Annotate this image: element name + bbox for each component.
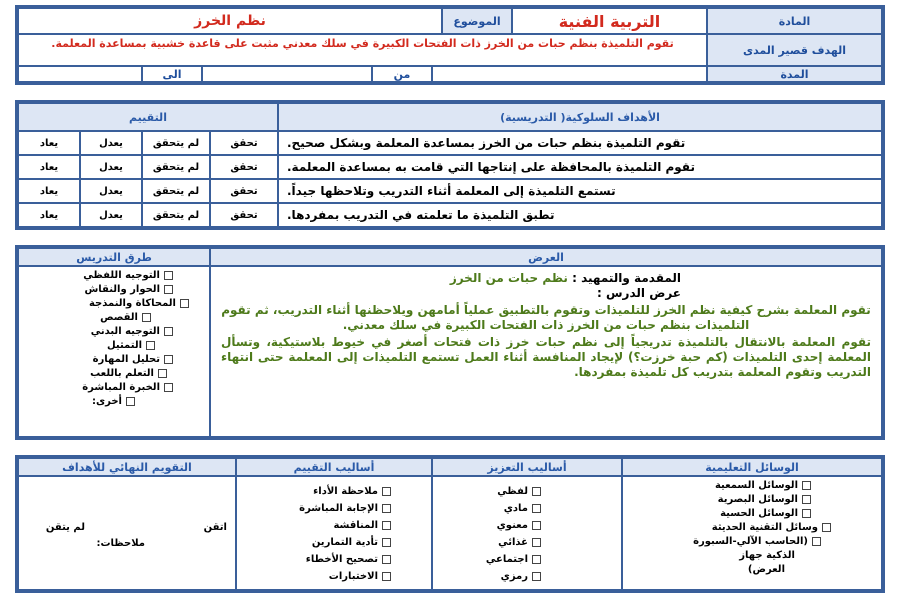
checkbox-icon[interactable] (180, 299, 189, 308)
methods-list (18, 266, 210, 437)
objective-text: تطبق التلميذة ما تعلمته في التدريب بمفردها. (278, 203, 882, 227)
checkbox-icon[interactable] (382, 538, 391, 547)
lesson-label: عرض الدرس : (597, 286, 681, 300)
checkbox-icon[interactable] (532, 487, 541, 496)
repeat-option[interactable]: يعاد (18, 203, 80, 227)
evaluation-title: التقييم (18, 103, 278, 131)
resources-box (15, 455, 885, 593)
method-item[interactable]: الخبرة المباشرة (25, 381, 203, 395)
reinforcement-item[interactable]: غذائي (439, 534, 615, 551)
checkbox-icon[interactable] (532, 504, 541, 513)
checkbox-icon[interactable] (532, 521, 541, 530)
checkbox-icon[interactable] (802, 509, 811, 518)
subject-label: المادة (707, 8, 882, 34)
objectives-title: الأهداف السلوكية( التدريسية) (278, 103, 882, 131)
goal-value: تقوم التلميذة بنظم حبات من الخرز ذات الفتحات الكبيرة في سلك معدني مثبت على قاعدة خشبية بمساعدة المعلمة. (18, 34, 707, 66)
assessment-item[interactable]: ملاحظة الأداء (243, 483, 425, 500)
modify-option[interactable]: يعدل (80, 155, 142, 179)
method-item[interactable]: التوجيه اللفظي (25, 269, 203, 283)
method-item[interactable]: أخرى: (25, 395, 203, 409)
methods-title: طرق التدريس (18, 248, 210, 266)
method-item[interactable]: التعلم باللعب (25, 367, 203, 381)
checkbox-icon[interactable] (382, 504, 391, 513)
checkbox-icon[interactable] (142, 313, 151, 322)
assessment-item[interactable]: تصحيح الأخطاء (243, 551, 425, 568)
method-item[interactable]: الحوار والنقاش (25, 283, 203, 297)
checkbox-icon[interactable] (532, 538, 541, 547)
objectives-box (15, 100, 885, 230)
from-label: من (372, 66, 432, 82)
method-item[interactable]: التوجيه البدني (25, 325, 203, 339)
method-item[interactable]: القصص (25, 311, 203, 325)
topic-label: الموضوع (442, 8, 512, 34)
checkbox-icon[interactable] (146, 341, 155, 350)
blank-cell (18, 66, 142, 82)
intro-value: نظم حبات من الخرز (449, 271, 568, 285)
not-achieved-option[interactable]: لم يتحقق (142, 203, 210, 227)
modify-option[interactable]: يعدل (80, 179, 142, 203)
reinforcement-item[interactable]: رمزي (439, 568, 615, 585)
repeat-option[interactable]: يعاد (18, 179, 80, 203)
header-box (15, 5, 885, 85)
assessment-item[interactable]: تأدية التمارين (243, 534, 425, 551)
reinforcement-title: أساليب التعزيز (432, 458, 622, 476)
aid-item[interactable]: الوسائل البصرية (629, 493, 875, 507)
objective-text: تقوم التلميذة بنظم حبات من الخرز بمساعدة المعلمة وبشكل صحيح. (278, 131, 882, 155)
aid-item[interactable]: وسائل التقنية الحديثة (629, 521, 875, 535)
checkbox-icon[interactable] (822, 523, 831, 532)
checkbox-icon[interactable] (382, 487, 391, 496)
reinforcement-list (432, 476, 622, 590)
method-item[interactable]: التمثيل (25, 339, 203, 353)
objective-row (18, 179, 882, 203)
achieved-option[interactable]: تحقق (210, 179, 278, 203)
to-label: الى (142, 66, 202, 82)
checkbox-icon[interactable] (164, 327, 173, 336)
reinforcement-item[interactable]: اجتماعي (439, 551, 615, 568)
reinforcement-item[interactable]: مادي (439, 500, 615, 517)
presentation-title: العرض (210, 248, 882, 266)
lesson-paragraph-1: تقوم المعلمة بشرح كيفية نظم الخرز للتلميذات وتقوم بالتطبيق عملياً أمامهن ويلاحظنها أثناء التدريب، ثم تقوم التلميذات بنظم حبات من الخرز ذات الفتحات الكبيرة في سلك معدني. (221, 303, 871, 332)
goal-label: الهدف قصير المدى (707, 34, 882, 66)
checkbox-icon[interactable] (802, 495, 811, 504)
objective-row (18, 155, 882, 179)
not-mastered-option[interactable]: لم يتقن (45, 522, 85, 533)
aid-item[interactable]: الوسائل الحسية (629, 507, 875, 521)
aids-title: الوسائل التعليمية (622, 458, 882, 476)
aid-item-continued: الذكية جهاز (739, 550, 795, 561)
assessment-title: أساليب التقييم (236, 458, 432, 476)
final-title: التقويم النهائي للأهداف (18, 458, 236, 476)
not-achieved-option[interactable]: لم يتحقق (142, 131, 210, 155)
method-item[interactable]: تحليل المهارة (25, 353, 203, 367)
mastered-option[interactable]: اتقن (203, 522, 227, 533)
modify-option[interactable]: يعدل (80, 131, 142, 155)
modify-option[interactable]: يعدل (80, 203, 142, 227)
reinforcement-item[interactable]: معنوي (439, 517, 615, 534)
checkbox-icon[interactable] (164, 355, 173, 364)
checkbox-icon[interactable] (382, 521, 391, 530)
to-value (202, 66, 372, 82)
checkbox-icon[interactable] (382, 555, 391, 564)
reinforcement-item[interactable]: لفظي (439, 483, 615, 500)
from-value (432, 66, 707, 82)
aids-list (622, 476, 882, 590)
topic-value: نظم الخرز (18, 8, 442, 34)
objective-row (18, 131, 882, 155)
method-item[interactable]: المحاكاة والنمذجة (25, 297, 203, 311)
checkbox-icon[interactable] (812, 537, 821, 546)
notes-label: ملاحظات: (96, 538, 145, 549)
checkbox-icon[interactable] (158, 369, 167, 378)
presentation-content (210, 266, 882, 437)
repeat-option[interactable]: يعاد (18, 131, 80, 155)
assessment-list (236, 476, 432, 590)
objective-text: تستمع التلميذة إلى المعلمة أثناء التدريب وتلاحظها جيداً. (278, 179, 882, 203)
checkbox-icon[interactable] (164, 285, 173, 294)
lesson-paragraph-2: تقوم المعلمة بالانتقال بالتلميذة تدريجياً إلى نظم حبات خرز ذات فتحات أصغر في خيوط بلاستيكية، وتسأل المعلمة إحدى التلميذات (كم حبة خرزت؟) لإيجاد المنافسة أثناء العمل تستمع التلميذات إلى المعلمة حتى انتهاء التدريب وتقوم المعلمة بتدريب كل تلميذة بمفردها. (221, 335, 871, 379)
final-evaluation (18, 476, 236, 590)
checkbox-icon[interactable] (802, 481, 811, 490)
checkbox-icon[interactable] (126, 397, 135, 406)
assessment-item[interactable]: الاختبارات (243, 568, 425, 585)
not-achieved-option[interactable]: لم يتحقق (142, 155, 210, 179)
checkbox-icon[interactable] (532, 572, 541, 581)
lesson-box (15, 245, 885, 440)
achieved-option[interactable]: تحقق (210, 131, 278, 155)
assessment-item[interactable]: المناقشة (243, 517, 425, 534)
aid-item[interactable]: (الحاسب الآلي-السبورة (629, 535, 875, 549)
duration-label: المدة (707, 66, 882, 82)
checkbox-icon[interactable] (382, 572, 391, 581)
checkbox-icon[interactable] (532, 555, 541, 564)
achieved-option[interactable]: تحقق (210, 203, 278, 227)
repeat-option[interactable]: يعاد (18, 155, 80, 179)
objective-text: تقوم التلميذة بالمحافظة على إنتاجها التي قامت به بمساعدة المعلمة. (278, 155, 882, 179)
intro-label: المقدمة والتمهيد : (572, 271, 681, 285)
aid-item[interactable]: الوسائل السمعية (629, 479, 875, 493)
assessment-item[interactable]: الإجابة المباشرة (243, 500, 425, 517)
subject-value: التربية الفنية (512, 8, 707, 34)
intro-line (221, 271, 871, 286)
achieved-option[interactable]: تحقق (210, 155, 278, 179)
not-achieved-option[interactable]: لم يتحقق (142, 179, 210, 203)
objective-row (18, 203, 882, 227)
aid-item-continued: العرض) (747, 564, 785, 575)
checkbox-icon[interactable] (164, 383, 173, 392)
checkbox-icon[interactable] (164, 271, 173, 280)
